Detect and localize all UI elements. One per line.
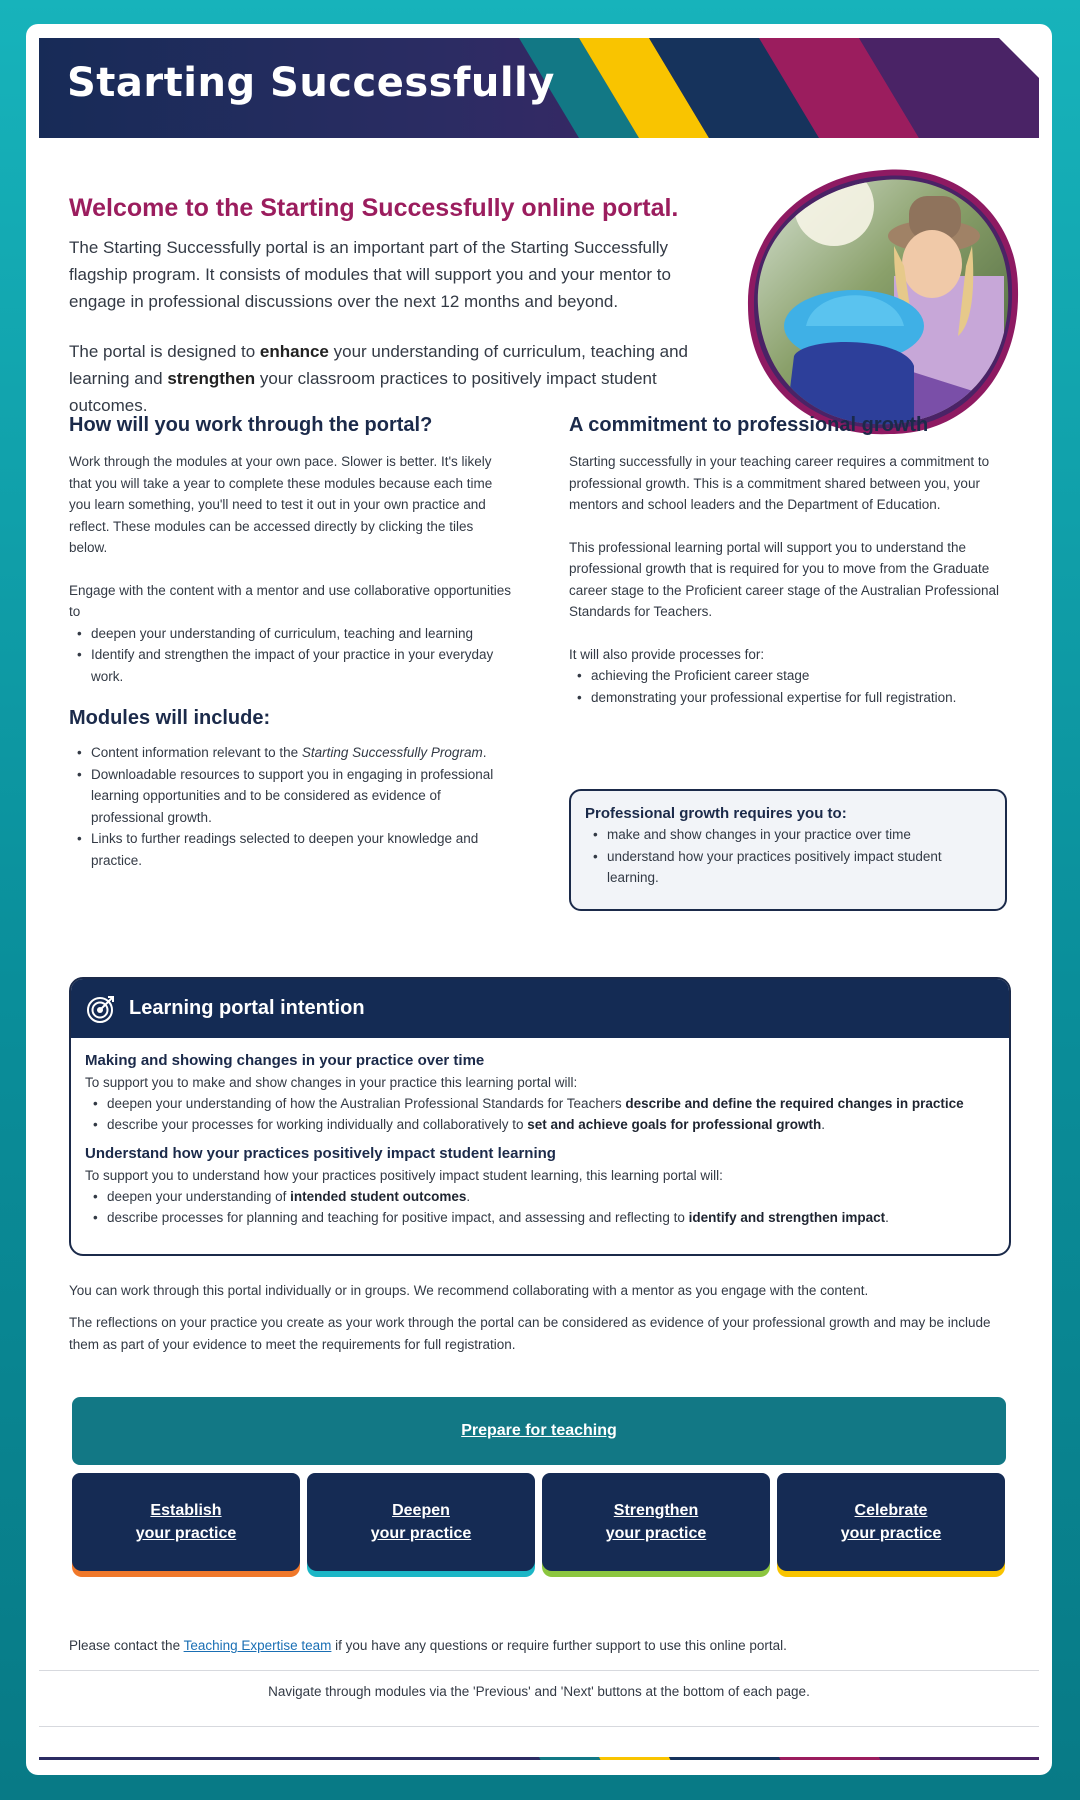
prepare-for-teaching-link[interactable]: Prepare for teaching: [461, 1422, 617, 1439]
commitment-paragraph-2: This professional learning portal will support you to understand the professional growth that is required for you to move from the Graduate career stage to the Proficient career stage of the Australian Professional Standards for Teachers.: [569, 539, 999, 619]
establish-practice-tile[interactable]: [72, 1473, 300, 1571]
commitment-heading: A commitment to professional growth: [569, 414, 929, 436]
list-item: • describe processes for planning and teaching for positive impact, and assessing and reflecting to identify and strengthen impact.: [85, 1207, 995, 1228]
divider: [39, 1726, 1039, 1727]
celebrate-practice-tile[interactable]: [777, 1473, 1005, 1571]
tile-label-line2[interactable]: your practice: [370, 1525, 472, 1542]
modules-heading: Modules will include:: [69, 707, 271, 729]
commitment-paragraph-1: Starting successfully in your teaching career requires a commitment to professional growth. This is a commitment shared between you, your mentors and school leaders and the Department of Education.: [569, 454, 990, 512]
prepare-for-teaching-tile[interactable]: [72, 1397, 1006, 1465]
intention-section-1-title: Making and showing changes in your practice over time: [85, 1052, 485, 1069]
commitment-list: [569, 665, 1014, 708]
list-item: • deepen your understanding of how the Australian Professional Standards for Teachers describe and define the required changes in practice: [85, 1093, 995, 1114]
work-through-heading: How will you work through the portal?: [69, 414, 433, 436]
teacher-photo: [744, 166, 1020, 438]
growth-callout-list: [585, 824, 991, 889]
growth-callout-box: [569, 789, 1007, 911]
header-banner: [39, 38, 1039, 138]
tile-label-line1[interactable]: Strengthen: [613, 1502, 699, 1519]
commitment-paragraph-3: It will also provide processes for:: [569, 646, 765, 662]
work-through-paragraph-1: Work through the modules at your own pace. Slower is better. It's likely that you will take a year to complete these modules because each time you learn something, you'll need to test it out in your own practice and reflect. These modules can be accessed directly by clicking the tiles below.: [69, 454, 493, 555]
list-item: • Content information relevant to the Starting Successfully Program.: [69, 742, 514, 764]
work-through-list: [69, 623, 514, 688]
tile-label-line1[interactable]: Establish: [150, 1502, 222, 1519]
page-card: [26, 24, 1052, 1775]
tile-label-line2[interactable]: your practice: [135, 1525, 237, 1542]
list-item: • Links to further readings selected to deepen your knowledge and practice.: [69, 828, 514, 871]
page-title: Starting Successfully: [67, 60, 555, 106]
learning-intention-box: [69, 977, 1011, 1256]
intention-section-1-intro: To support you to make and show changes in your practice this learning portal will:: [85, 1075, 578, 1090]
intention-section-2-intro: To support you to understand how your practices positively impact student learning, this learning portal will:: [85, 1168, 723, 1183]
list-item: • describe your processes for working individually and collaboratively to set and achieve goals for professional growth.: [85, 1114, 995, 1135]
intention-section-1-list: [85, 1093, 995, 1135]
growth-callout-title: Professional growth requires you to:: [585, 805, 847, 822]
after-paragraph-2: The reflections on your practice you create as your work through the portal can be considered as evidence of your professional growth and may be include them as part of your evidence to meet the requirements for full registration.: [69, 1315, 991, 1352]
intro-paragraph-2: The portal is designed to enhance your understanding of curriculum, teaching and learning and strengthen your classroom practices to positively impact student outcomes.: [69, 342, 688, 415]
list-item: • make and show changes in your practice over time: [585, 824, 991, 846]
tile-label-line2[interactable]: your practice: [605, 1525, 707, 1542]
commitment-section: [569, 414, 1014, 708]
emphasis-enhance: enhance: [259, 342, 329, 361]
intro-paragraph-1: The Starting Successfully portal is an important part of the Starting Successfully flagship program. It consists of modules that will support you and your mentor to engage in professional discussions over the next 12 months and beyond.: [69, 238, 671, 311]
welcome-heading: Welcome to the Starting Successfully online portal.: [69, 194, 679, 222]
learning-intention-header: [71, 979, 1009, 1038]
footer-stripe-bar: [39, 1752, 1039, 1760]
learning-intention-title: Learning portal intention: [129, 997, 365, 1019]
list-item: • demonstrating your professional expertise for full registration.: [569, 687, 1014, 709]
list-item: • understand how your practices positively impact student learning.: [585, 846, 991, 889]
work-through-section: [69, 414, 514, 871]
target-icon: [85, 993, 117, 1025]
list-item: • achieving the Proficient career stage: [569, 665, 1014, 687]
tile-label-line2[interactable]: your practice: [840, 1525, 942, 1542]
strengthen-practice-tile[interactable]: [542, 1473, 770, 1571]
list-item: • deepen your understanding of curriculum, teaching and learning: [69, 623, 514, 645]
after-paragraph-1: You can work through this portal individually or in groups. We recommend collaborating with a mentor as you engage with the content.: [69, 1283, 869, 1298]
tile-label-line1[interactable]: Celebrate: [854, 1502, 928, 1519]
learning-intention-body: [71, 1038, 1009, 1242]
intention-section-2-title: Understand how your practices positively impact student learning: [85, 1145, 556, 1162]
list-item: • Identify and strengthen the impact of your practice in your everyday work.: [69, 644, 514, 687]
modules-list: [69, 742, 514, 871]
teaching-expertise-link[interactable]: Teaching Expertise team: [183, 1638, 332, 1653]
list-item: • Downloadable resources to support you in engaging in professional learning opportunities and to be considered as evidence of professional growth.: [69, 764, 514, 829]
contact-text: Please contact the Teaching Expertise team if you have any questions or require further support to use this online portal.: [69, 1638, 787, 1653]
intention-section-2-list: [85, 1186, 995, 1228]
emphasis-strengthen: strengthen: [167, 369, 256, 388]
divider: [39, 1670, 1039, 1671]
list-item: • deepen your understanding of intended student outcomes.: [85, 1186, 995, 1207]
navigation-hint: Navigate through modules via the 'Previous' and 'Next' buttons at the bottom of each page.: [268, 1684, 810, 1699]
tile-label-line1[interactable]: Deepen: [392, 1502, 450, 1519]
deepen-practice-tile[interactable]: [307, 1473, 535, 1571]
work-through-paragraph-2: Engage with the content with a mentor and use collaborative opportunities to: [69, 582, 512, 619]
